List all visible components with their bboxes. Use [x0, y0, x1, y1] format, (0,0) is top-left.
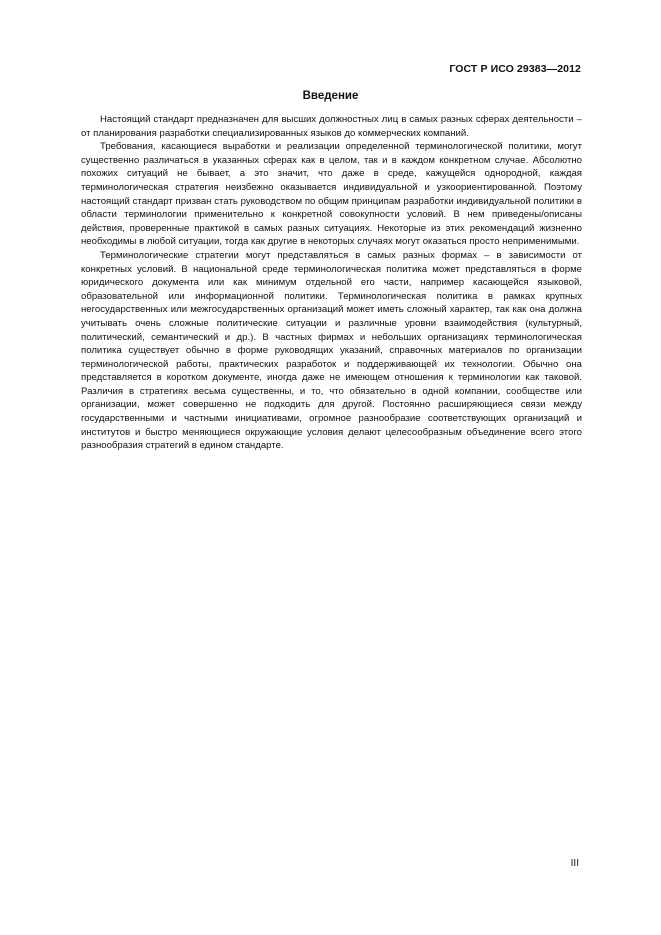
- paragraph-1: Настоящий стандарт предназначен для высших должностных лиц в самых разных сферах деятельности – от планирования разработки специализированных языков до коммерческих компаний.: [81, 114, 582, 139]
- page-number: III: [570, 858, 579, 869]
- paragraph-3: Терминологические стратегии могут представляться в самых разных формах – в зависимости от конкретных условий. В национальной среде терминологическая политика может представляться в форме юридического документа или как минимум отдельной его части, например касающейся языковой, образовательной или информационной политики. Терминологическая политика в рамках крупных негосударственных или межгосударственных организаций может иметь сложный характер, так как она должна учитывать очень сложные политические ситуации и различные уровни взаимодействия (культурный, политический, семантический и др.). В частных фирмах и небольших организациях терминологическая политика существует обычно в форме руководящих указаний, справочных материалов по организации терминологической работы, практических разработок и поддерживающей их технологии. Обычно она представляется в коротком документе, иногда даже не имеющем отношения к терминологии как таковой. Различия в стратегиях весьма существенны, и то, что обязательно в одной компании, сообществе или организации, может совершенно не подходить для другой. Постоянно расширяющиеся связи между государственными и частными инициативами, огромное разнообразие соответствующих организаций и институтов и быстро меняющиеся окружающие условия делают целесообразным объединение всего этого разнообразия стратегий в едином стандарте.: [81, 249, 582, 452]
- paragraph-2: Требования, касающиеся выработки и реализации определенной терминологической политики, могут существенно различаться в указанных сферах как в целом, так и в каждом конкретном случае. Абсолютно похожих ситуаций не бывает, а это значит, что даже в среде, кажущейся однородной, каждая терминологическая стратегия неизбежно оказывается индивидуальной и узкоориентированной. Поэтому настоящий стандарт призван стать руководством по общим принципам разработки индивидуальной политики в области терминологии применительно к конкретной совокупности условий. В нем приведены/описаны действия, проверенные практикой в самых разных ситуациях. Некоторые из этих рекомендаций жизненно необходимы в любой ситуации, тогда как другие в некоторых случаях могут оказаться просто неприменимыми.: [81, 141, 582, 248]
- section-title: Введение: [302, 90, 359, 102]
- section-body: [81, 113, 582, 453]
- document-code: ГОСТ Р ИСО 29383—2012: [449, 63, 581, 75]
